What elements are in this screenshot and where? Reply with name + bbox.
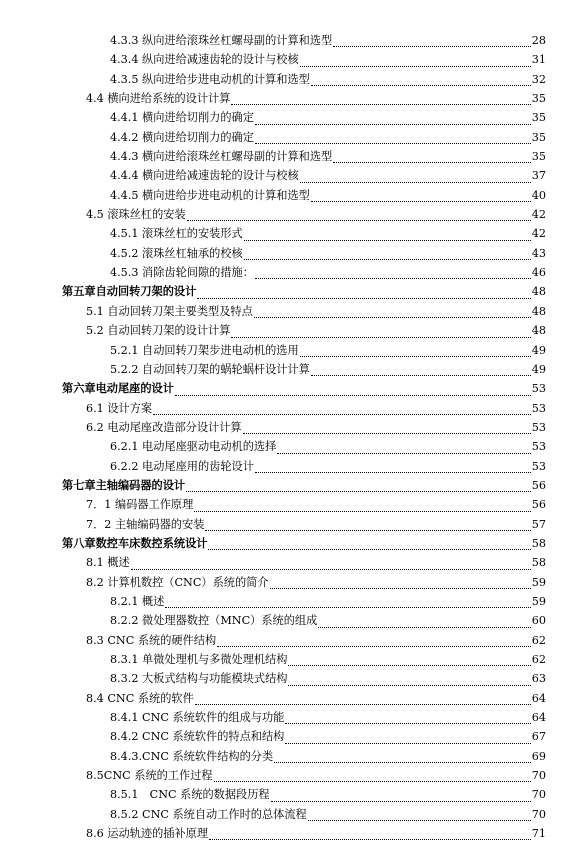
toc-entry-title: 4.4.3 横向进给滚珠丝杠螺母副的计算和选型	[110, 147, 333, 166]
toc-leader-dots	[255, 278, 531, 279]
toc-leader-dots	[311, 375, 531, 376]
toc-entry[interactable]	[0, 573, 578, 592]
toc-entry-row	[110, 166, 546, 185]
toc-entry-title: 7．1 编码器工作原理	[86, 495, 194, 514]
toc-entry[interactable]	[0, 437, 578, 456]
toc-leader-dots	[285, 723, 530, 724]
toc-entry[interactable]	[0, 689, 578, 708]
toc-entry-title: 8.4 CNC 系统的软件	[86, 689, 195, 708]
toc-entry-row	[110, 70, 546, 89]
toc-entry-page-number: 42	[531, 208, 546, 222]
toc-leader-dots	[231, 104, 530, 105]
toc-entry-page-number: 40	[531, 188, 546, 202]
toc-leader-dots	[274, 762, 531, 763]
toc-leader-dots	[288, 665, 530, 666]
toc-entry[interactable]	[0, 186, 578, 205]
toc-leader-dots	[209, 839, 531, 840]
toc-entry-title: 4.5.1 滚珠丝杠的安装形式	[110, 224, 244, 243]
toc-entry-row	[86, 302, 546, 321]
toc-entry-title: 4.5.2 滚珠丝杠轴承的校核	[110, 244, 244, 263]
toc-entry[interactable]	[0, 360, 578, 379]
toc-leader-dots	[244, 259, 531, 260]
toc-entry-title: 8.1 概述	[86, 553, 131, 572]
toc-entry-row	[86, 205, 546, 224]
toc-entry-page-number: 49	[531, 362, 546, 376]
toc-leader-dots	[208, 549, 530, 550]
toc-leader-dots	[217, 646, 531, 647]
toc-entry-page-number: 70	[531, 788, 546, 802]
toc-entry-title: 8.4.1 CNC 系统软件的组成与功能	[110, 708, 285, 727]
toc-entry[interactable]	[0, 824, 578, 843]
toc-entry-row	[110, 360, 546, 379]
toc-entry-title: 8.5CNC 系统的工作过程	[86, 766, 214, 785]
toc-entry-page-number: 48	[531, 324, 546, 338]
toc-entry[interactable]	[0, 205, 578, 224]
toc-entry[interactable]	[0, 31, 578, 50]
toc-leader-dots	[308, 820, 531, 821]
toc-entry-row	[110, 669, 546, 688]
toc-entry[interactable]	[0, 147, 578, 166]
toc-entry-title: 4.4.2 横向进给切削力的确定	[110, 128, 255, 147]
toc-entry-row	[86, 689, 546, 708]
toc-entry-page-number: 56	[531, 478, 546, 492]
toc-entry-title: 8.6 运动轨迹的插补原理	[86, 824, 209, 843]
toc-leader-dots	[333, 162, 531, 163]
toc-entry-row	[110, 785, 546, 804]
toc-leader-dots	[244, 240, 531, 241]
toc-entry-title: 第七章主轴编码器的设计	[62, 476, 186, 495]
toc-entry-page-number: 28	[531, 34, 546, 47]
toc-entry-title: 5.2.1 自动回转刀架步进电动机的选用	[110, 341, 300, 360]
toc-entry[interactable]	[0, 263, 578, 282]
toc-entry-page-number: 62	[531, 633, 546, 647]
toc-entry-row	[110, 186, 546, 205]
toc-entry[interactable]	[0, 476, 578, 495]
toc-entry-row	[86, 766, 546, 785]
toc-leader-dots	[300, 182, 531, 183]
toc-leader-dots	[277, 453, 530, 454]
toc-entry-row	[110, 727, 546, 746]
toc-leader-dots	[165, 607, 530, 608]
toc-entry-title: 第五章自动回转刀架的设计	[62, 282, 197, 301]
toc-entry[interactable]	[0, 108, 578, 127]
toc-entry-row	[110, 708, 546, 727]
toc-entry-page-number: 58	[531, 556, 546, 570]
toc-entry-title: 4.3.3 纵向进给滚珠丝杠螺母副的计算和选型	[110, 31, 333, 50]
toc-entry-title: 8.3.1 单微处理机与多微处理机结构	[110, 650, 288, 669]
toc-entry-page-number: 48	[531, 285, 546, 299]
toc-entry-page-number: 70	[531, 769, 546, 783]
toc-entry-title: 4.4.4 横向进给减速齿轮的设计与校核	[110, 166, 300, 185]
toc-entry[interactable]	[0, 166, 578, 185]
toc-entry-row	[110, 147, 546, 166]
toc-entry[interactable]	[0, 321, 578, 340]
toc-leader-dots	[254, 317, 531, 318]
toc-leader-dots	[255, 472, 531, 473]
toc-entry-row	[110, 437, 546, 456]
toc-entry-page-number: 49	[531, 343, 546, 357]
toc-entry-page-number: 53	[531, 401, 546, 415]
toc-entry[interactable]	[0, 766, 578, 785]
toc-entry[interactable]	[0, 785, 578, 804]
toc-entry-row	[62, 534, 546, 553]
toc-leader-dots	[205, 530, 530, 531]
toc-leader-dots	[186, 491, 531, 492]
toc-entry-row	[110, 50, 546, 69]
toc-entry-page-number: 32	[531, 72, 546, 86]
toc-entry-row	[86, 824, 546, 843]
toc-entry[interactable]	[0, 282, 578, 301]
toc-leader-dots	[271, 801, 531, 802]
toc-entry-page-number: 60	[531, 614, 546, 628]
toc-entry-row	[62, 282, 546, 301]
toc-entry[interactable]	[0, 302, 578, 321]
toc-leader-dots	[318, 627, 530, 628]
toc-entry-title: 4.3.5 纵向进给步进电动机的计算和选型	[110, 70, 311, 89]
toc-entry-title: 第八章数控车床数控系统设计	[62, 534, 208, 553]
toc-leader-dots	[231, 337, 530, 338]
toc-entry-page-number: 35	[531, 111, 546, 125]
toc-entry[interactable]	[0, 708, 578, 727]
toc-entry[interactable]	[0, 418, 578, 437]
toc-entry-page-number: 64	[531, 691, 546, 705]
toc-leader-dots	[300, 356, 531, 357]
table-of-contents	[0, 31, 578, 843]
toc-entry-row	[110, 108, 546, 127]
toc-entry-title: 8.4.3.CNC 系统软件结构的分类	[110, 747, 274, 766]
toc-entry-page-number: 53	[531, 440, 546, 454]
toc-entry-row	[86, 89, 546, 108]
toc-entry-row	[110, 31, 546, 50]
toc-entry-page-number: 57	[531, 517, 546, 531]
toc-entry-title: 4.4 横向进给系统的设计计算	[86, 89, 231, 108]
toc-entry-page-number: 63	[531, 672, 546, 686]
toc-entry-title: 4.5 滚珠丝杠的安装	[86, 205, 187, 224]
toc-entry[interactable]	[0, 611, 578, 630]
toc-entry-row	[86, 631, 546, 650]
toc-entry[interactable]	[0, 650, 578, 669]
toc-entry-page-number: 35	[531, 130, 546, 144]
toc-entry[interactable]	[0, 457, 578, 476]
toc-entry-page-number: 58	[531, 536, 546, 550]
toc-entry-title: 5.2.2 自动回转刀架的蜗轮蜗杆设计计算	[110, 360, 311, 379]
toc-leader-dots	[214, 781, 531, 782]
toc-entry[interactable]	[0, 727, 578, 746]
toc-entry-page-number: 53	[531, 382, 546, 396]
toc-entry-title: 6.2.1 电动尾座驱动电动机的选择	[110, 437, 277, 456]
toc-entry-title: 4.3.4 纵向进给减速齿轮的设计与校核	[110, 50, 300, 69]
toc-entry-page-number: 71	[531, 827, 546, 841]
toc-entry-row	[110, 341, 546, 360]
toc-entry-page-number: 35	[531, 150, 546, 164]
toc-entry[interactable]	[0, 244, 578, 263]
toc-leader-dots	[311, 85, 531, 86]
toc-entry-page-number: 67	[531, 730, 546, 744]
toc-leader-dots	[197, 298, 530, 299]
toc-entry-page-number: 48	[531, 304, 546, 318]
toc-entry[interactable]	[0, 224, 578, 243]
toc-entry-row	[86, 495, 546, 514]
toc-entry-page-number: 53	[531, 420, 546, 434]
toc-entry-page-number: 56	[531, 498, 546, 512]
toc-entry-row	[62, 379, 546, 398]
toc-entry-page-number: 69	[531, 749, 546, 763]
toc-entry-title: 8.3.2 大板式结构与功能模块式结构	[110, 669, 288, 688]
toc-entry-row	[110, 128, 546, 147]
toc-leader-dots	[333, 46, 531, 47]
toc-entry-title: 8.3 CNC 系统的硬件结构	[86, 631, 217, 650]
toc-leader-dots	[255, 124, 531, 125]
toc-leader-dots	[175, 395, 531, 396]
toc-entry-page-number: 37	[531, 169, 546, 183]
toc-entry-row	[110, 747, 546, 766]
toc-entry-page-number: 35	[531, 92, 546, 106]
toc-entry[interactable]	[0, 379, 578, 398]
toc-entry-row	[86, 553, 546, 572]
toc-entry-page-number: 31	[531, 53, 546, 67]
toc-entry-row	[110, 592, 546, 611]
toc-entry[interactable]	[0, 495, 578, 514]
toc-entry-page-number: 42	[531, 227, 546, 241]
toc-entry-row	[86, 515, 546, 534]
toc-entry-row	[110, 650, 546, 669]
toc-entry[interactable]	[0, 399, 578, 418]
toc-entry-title: 第六章电动尾座的设计	[62, 379, 175, 398]
toc-entry-row	[86, 573, 546, 592]
toc-entry-row	[62, 476, 546, 495]
toc-entry[interactable]	[0, 128, 578, 147]
toc-entry-row	[110, 244, 546, 263]
toc-entry-title: 8.5.1 CNC 系统的数据段历程	[110, 785, 271, 804]
toc-entry[interactable]	[0, 50, 578, 69]
toc-entry-page-number: 59	[531, 594, 546, 608]
toc-entry-row	[110, 805, 546, 824]
toc-entry-page-number: 53	[531, 459, 546, 473]
toc-entry[interactable]	[0, 89, 578, 108]
toc-entry[interactable]	[0, 747, 578, 766]
toc-entry-title: 8.2.2 微处理器数控（MNC）系统的组成	[110, 611, 318, 630]
toc-entry[interactable]	[0, 631, 578, 650]
toc-leader-dots	[187, 220, 531, 221]
toc-entry-row	[110, 457, 546, 476]
toc-entry-title: 4.4.1 横向进给切削力的确定	[110, 108, 255, 127]
toc-entry-row	[86, 321, 546, 340]
toc-entry-row	[86, 399, 546, 418]
toc-entry-title: 6.2 电动尾座改造部分设计计算	[86, 418, 243, 437]
toc-entry-title: 5.2 自动回转刀架的设计计算	[86, 321, 231, 340]
toc-entry-title: 8.2.1 概述	[110, 592, 165, 611]
toc-entry-title: 8.2 计算机数控（CNC）系统的简介	[86, 573, 270, 592]
toc-entry[interactable]	[0, 592, 578, 611]
toc-entry-title: 5.1 自动回转刀架主要类型及特点	[86, 302, 254, 321]
toc-entry-row	[110, 224, 546, 243]
toc-entry[interactable]	[0, 805, 578, 824]
toc-entry-page-number: 70	[531, 807, 546, 821]
toc-leader-dots	[243, 433, 531, 434]
toc-entry-page-number: 43	[531, 246, 546, 260]
toc-entry-page-number: 62	[531, 653, 546, 666]
toc-entry-title: 8.5.2 CNC 系统自动工作时的总体流程	[110, 805, 308, 824]
toc-leader-dots	[311, 201, 531, 202]
toc-leader-dots	[131, 569, 531, 570]
toc-entry-page-number: 59	[531, 575, 546, 589]
toc-entry-row	[110, 263, 546, 282]
toc-entry-title: 7．2 主轴编码器的安装	[86, 515, 205, 534]
toc-entry[interactable]	[0, 515, 578, 534]
toc-entry-row	[86, 418, 546, 437]
toc-entry-title: 6.2.2 电动尾座用的齿轮设计	[110, 457, 255, 476]
toc-leader-dots	[153, 414, 531, 415]
toc-entry[interactable]	[0, 341, 578, 360]
toc-entry[interactable]	[0, 669, 578, 688]
toc-entry-title: 4.4.5 横向进给步进电动机的计算和选型	[110, 186, 311, 205]
toc-entry[interactable]	[0, 70, 578, 89]
toc-leader-dots	[255, 143, 531, 144]
toc-entry-row	[110, 611, 546, 630]
toc-entry-title: 4.5.3 消除齿轮间隙的措施：	[110, 263, 255, 282]
toc-entry[interactable]	[0, 553, 578, 572]
toc-entry-page-number: 46	[531, 266, 546, 280]
toc-leader-dots	[270, 588, 531, 589]
toc-leader-dots	[288, 685, 530, 686]
toc-entry-title: 8.4.2 CNC 系统软件的特点和结构	[110, 727, 285, 746]
toc-entry-page-number: 64	[531, 711, 546, 725]
toc-leader-dots	[285, 743, 530, 744]
toc-entry[interactable]	[0, 534, 578, 553]
toc-leader-dots	[300, 66, 531, 67]
toc-leader-dots	[194, 511, 530, 512]
toc-entry-title: 6.1 设计方案	[86, 399, 153, 418]
toc-leader-dots	[195, 704, 531, 705]
